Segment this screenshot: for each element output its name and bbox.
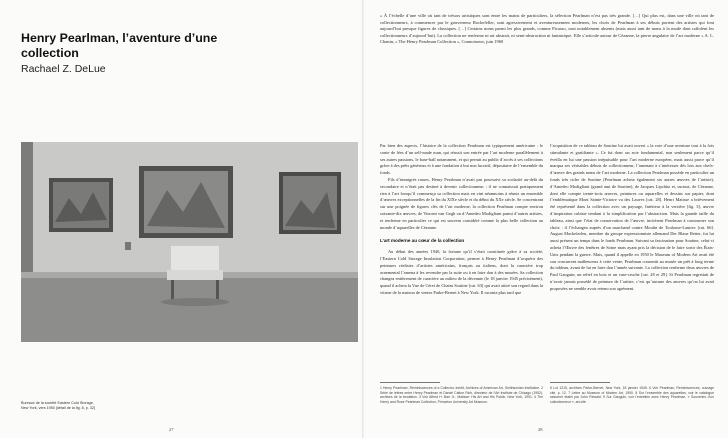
footnotes-left: 1 Henry Pearlman, Reminiscences of a Collector, inédit, Archives of American Art, Smithsonian Institution. 2 Série de lettres entre Henry Pearlman et Daniel Catton Rich, directeur de l’Art Institute de Chicago (1952), archives de la fondation. 3 Voir Alfred H. Barr Jr., Matisse: His Art and His Public, New York, 1951. 4 The Henry and Rose Pearlman Collection, Princeton University Art Museum. (380, 386, 543, 404)
gallery-photo (21, 142, 358, 342)
body-paragraph: Fils d’immigrés russes, Henry Pearlman n’avait pas poursuivi sa scolarité au-delà du secondaire et n’était pas destiné à devenir collectionneur ; il ne connaissait pratiquement rien à l’art lorsqu’il commença sa collection mais en vint néanmoins à réunir un ensemble d’œuvres exceptionnelles de la fin du XIXe siècle et du début du XXe siècle. Se concentrant sur une poignée de figures clés de l’art moderne, la collection Pearlman compte environ soixante-dix œuvres, de Vincent van Gogh ou d’Amedeo Modigliani parmi d’autres artistes, et renferme en particulier ce qui est souvent considéré comme la plus belle collection au monde d’aquarelles de Cézanne. (380, 176, 543, 230)
body-paragraph: Au début des années 1940, la fortune qu’il s’était constituée grâce à sa société, l’Eastern Cold Storage Insulation Corporation, permet à Henry Pearlman d’acquérir des peintures réalistes d’artistes américains, français ou italiens, dont la caractère trop ornemental l’amena à les revendre par la suite ou à en faire don à des musées. Sa collection changea entièrement de caractère au milieu de la décennie (le 18 janvier 1945 précisément), quand il acheta la Vue de Céret de Chaïm Soutine [cat. 63] qui avait attiré son regard dans la vitrine de la maison de ventes Parke-Bernet à New York. Il raconta plus tard que (380, 249, 543, 295)
right-page (364, 0, 728, 438)
left-page (0, 0, 363, 438)
article-title: Henry Pearlman, l’aventure d’une collection (21, 31, 218, 60)
footnotes-right: 5 Lot 1215, archives Parke-Bernet, New York, 18 janvier 1945. 6 Voir Pearlman, Reminiscences, ouvrage cité, p. 12. 7 Lettre au Museum of Modern Art, 1950. 8 Sur l’ensemble des aquarelles, voir le catalogue raisonné établi par John Rewald. 9 Sur Gauguin, voir l’entretien avec Henry Pearlman, « Souvenirs d’un collectionneur », art.cité. (550, 386, 714, 404)
body-paragraph: Par bien des aspects, l’histoire de la collection Pearlman est typiquement américaine : le conte de fées d’un self-made man, qui réussit son entrée par l’art moderne parallèlement à ses autres passions, le base-ball notamment, et qui permit au public d’accès à ses collections grâce à des prêts généreux et à une fondation à but non lucratif, dépositaire de l’ensemble du fonds. (380, 143, 543, 176)
section-subheading: L’art moderne au cœur de la collection (380, 238, 465, 244)
body-paragraph: l’acquisition de ce tableau de Soutine lui avait ouvert « la voie d’une aventure tout à la fois stimulante et gratifiante ». Ce fut donc un acte fondamental, non seulement parce qu’il éveilla en lui une passion inépuisable pour l’art moderne européen, mais aussi parce qu’il marqua ses véritables débuts de collectionneur, l’amenant à s’intéresser dès lors aux chefs-d’œuvre des grands noms de l’art moderne. La collection Pearlman possède en particulier un fonds très riche de Soutine (Pearlman acheta également six autres œuvres de l’artiste), d’Amedeo Modigliani (grand ami de Soutine), de Jacques Lipchitz et, surtout, de Cézanne, dont elle compte trente-trois œuvres, peintures ou aquarelles et dessins sur papier, dont l’emblématique Mont Sainte-Victoire vu des Lauves [cat. 28]. Henri Matisse a brièvement été représenté dans la collection avec un paysage, Intérieur à la verrière [fig. 3], œuvre d’inspiration cubiste tendant à la simplification par l’abstraction. Mais la grande taille du tableau, ainsi que l’état de conservation de l’œuvre, incitèrent Pearlman à contourner son choix : il l’échangea auprès d’un marchand contre Moulin de Toulouse-Lautrec [cat. 66]. August Mackefarlen, membre du groupe expressionniste allemand Der Blaue Reiter, fut lui aussi présent un temps dans le fonds Pearlman. Suivant sa fascination pour Soutine, celui-ci acheta l’Œuvre des fenêtres de Sotne mais ayant pris la décision de le faire sortir des États-Unis pendant la guerre. Mais, quand il appelle en 1950 le Museum of Modern Art avait été son concurrent malheureux à cette vente, Pearlman consentit au musée un prêt à long terme du tableau, avant de lui en faire don l’année suivante. La collection renferme deux œuvres de Paul Gauguin, un relief en bois et un vase-cruche [cat. 28 et 29]. Si Pearlman regrettait de n’avoir jamais possédé de peinture de l’artiste, c’est qu’aucune des œuvres qu’on lui avait proposées ne semble avoir retenu son agrément. (550, 143, 714, 291)
text-column-1 (380, 143, 543, 297)
page-number-right: 28 (538, 427, 543, 432)
article-author: Rachael Z. DeLue (21, 63, 106, 75)
page-number-left: 27 (169, 427, 174, 432)
text-column-2 (550, 143, 714, 293)
footnote-rule (550, 382, 610, 383)
photo-caption: Bureaux de la société Eastern Cold Storage, New York, vers 1950 [détail de la fig. 8, p. 32] (21, 401, 95, 410)
footnote-rule (380, 382, 440, 383)
epigraph-quote: « À l’échelle d’une ville où tant de trésors artistiques sont entre les mains de particuliers, la sélection Pearlman n’est pas très grande. […] Qui plus est, dans une ville où tant de collectionneurs, à commencer par le gouverneur Rockefeller, sont agressivement et aventureusement modernes, les choix de Pearlman à ses débuts portent des artistes qui font aujourd’hui presque figures de classiques. […] Certains noms parmi les plus grands, comme Picasso, sont notablement absents (mais aussi tant de noms à la mode dont raffolent les collectionneurs d’aujourd’hui). La collection ne renferme ni art abstrait, ni semi-abstraction ni fantastique. Elle s’articule autour de Cézanne, la pierre angulaire de l’art moderne » A. L. Chanin, « The Henry Pearlman Collection », Connoisseur, juin 1960 (380, 13, 714, 44)
